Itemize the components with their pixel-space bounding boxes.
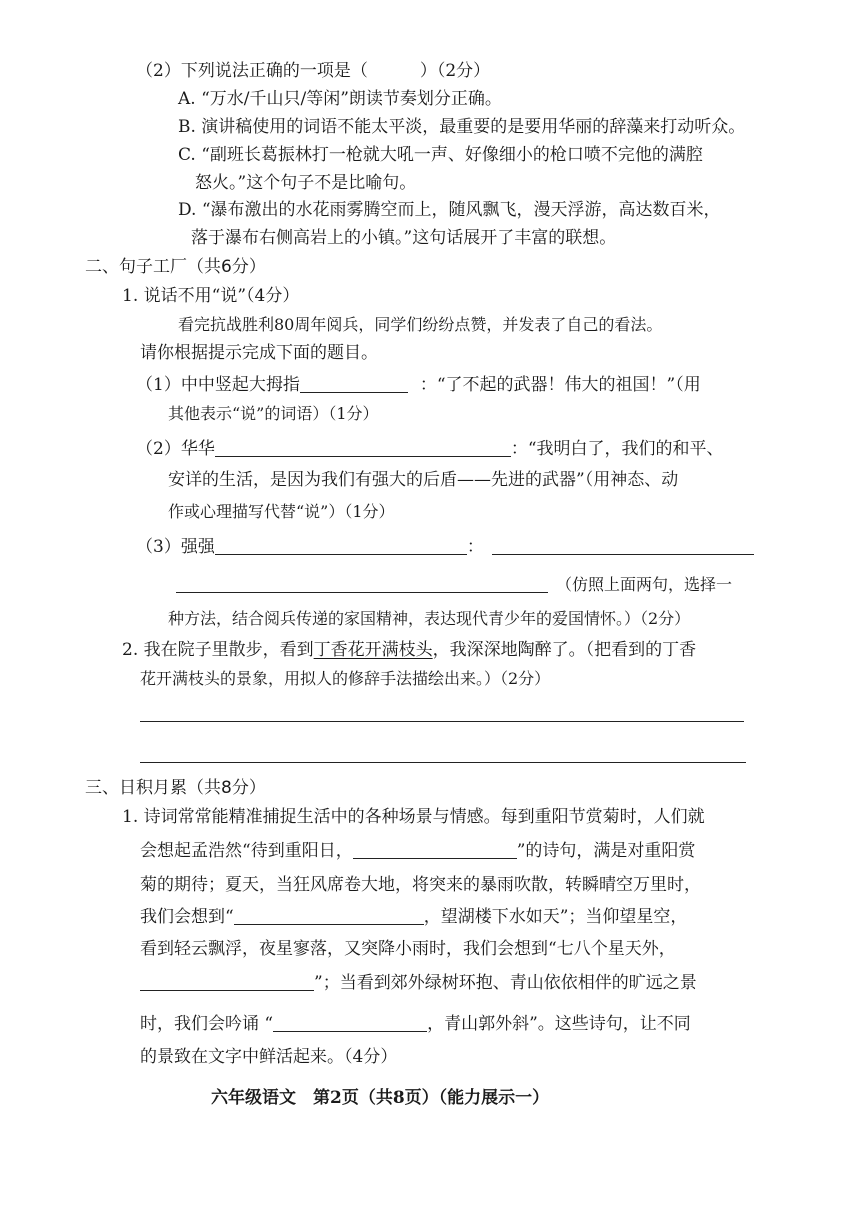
- section2-title: 二、句子工厂（共6分）: [85, 257, 266, 277]
- sub-q3-answer-blank-3[interactable]: [176, 575, 548, 593]
- poem-blank-3[interactable]: [140, 973, 314, 991]
- option-c-line1: C. “副班长葛振林打一枪就大吼一声、好像细小的枪口喷不完他的满腔: [178, 145, 703, 165]
- sub-q1-hint: 其他表示“说”的词语）（1分）: [168, 404, 379, 423]
- sub-q2-line2: 安详的生活，是因为我们有强大的后盾——先进的武器”（用神态、动: [168, 470, 679, 490]
- section3-line8: 的景致在文字中鲜活起来。（4分）: [140, 1047, 398, 1067]
- option-a: A. “万水/千山只/等闲”朗读节奏划分正确。: [178, 89, 502, 109]
- sub-q3-answer-blank-1[interactable]: [215, 537, 467, 555]
- sub-q1-answer-blank[interactable]: [300, 375, 408, 393]
- section2-intro-line1: 看完抗战胜利80周年阅兵，同学们纷纷点赞，并发表了自己的看法。: [178, 315, 663, 334]
- poem-prompt-4: 时，我们会吟诵 “: [140, 1014, 274, 1034]
- section3-line4: [140, 906, 687, 928]
- section3-line6: [140, 972, 697, 994]
- section3-line2: [140, 840, 695, 862]
- section3-line1: 1. 诗词常常能精准捕捉生活中的各种场景与情感。每到重阳节赏菊时，人们就: [122, 807, 705, 827]
- sub-q3-hint-line2: 种方法，结合阅兵传递的家国精神，表达现代青少年的爱国情怀。）（2分）: [168, 609, 691, 628]
- q2-text-a: 2. 我在院子里散步，看到: [122, 640, 314, 660]
- q2-text-b: ，我深深地陶醉了。（把看到的丁香: [432, 640, 697, 660]
- poem-prompt-1: 会想起孟浩然“待到重阳日，: [140, 841, 353, 861]
- sub-q2-prompt: （2）华华: [136, 439, 215, 459]
- sub-q2-line1: [136, 438, 724, 460]
- sub-q3-prompt: （3）强强: [136, 537, 215, 557]
- sub-q3-line2: [176, 574, 732, 596]
- answer-line-2[interactable]: [140, 762, 746, 763]
- poem-blank-2[interactable]: [234, 907, 424, 925]
- section3-line7: [140, 1013, 691, 1035]
- section2-q2-line1: [122, 639, 696, 661]
- poem-prompt-3-tail: ”；当看到郊外绿树环抱、青山依依相伴的旷远之景: [314, 973, 697, 993]
- q2-stem-text: （2）下列说法正确的一项是（: [136, 61, 368, 81]
- poem-blank-1[interactable]: [353, 841, 517, 859]
- section3-line3: 菊的期待；夏天，当狂风席卷大地，将突来的暴雨吹散，转瞬晴空万里时，: [140, 875, 701, 895]
- sub-q3-colon: ：: [466, 537, 484, 557]
- sub-q2-quote: ：“我明白了，我们的和平、: [510, 439, 724, 459]
- poem-prompt-2: 我们会想到“: [140, 907, 234, 927]
- answer-line-1[interactable]: [140, 721, 744, 722]
- q2-stem-score: ）（2分）: [419, 61, 491, 81]
- sub-q1-quote: ：“了不起的武器！伟大的祖国！”（用: [419, 375, 701, 395]
- section3-line5: 看到轻云飘浮，夜星寥落，又突降小雨时，我们会想到“七八个星天外，: [140, 939, 676, 959]
- sub-q3-answer-blank-2[interactable]: [492, 537, 754, 555]
- option-d-line2: 落于瀑布右侧高岩上的小镇。”这句话展开了丰富的联想。: [191, 228, 617, 248]
- poem-prompt-1-tail: ”的诗句，满是对重阳赏: [516, 841, 696, 861]
- option-b: B. 演讲稿使用的词语不能太平淡，最重要的是要用华丽的辞藻来打动听众。: [178, 117, 746, 137]
- poem-blank-4[interactable]: [273, 1014, 427, 1032]
- q2-underlined-phrase: 丁香花开满枝头: [313, 640, 433, 660]
- q2-stem: [136, 60, 490, 82]
- sub-q3-line1: [136, 536, 754, 558]
- option-c-line2: 怒火。”这个句子不是比喻句。: [195, 173, 417, 193]
- section2-q2-line2: 花开满枝头的景象，用拟人的修辞手法描绘出来。）（2分）: [140, 669, 551, 688]
- sub-q3-hint: （仿照上面两句，选择一: [556, 575, 733, 594]
- poem-prompt-2-tail: ，望湖楼下水如天”；当仰望星空，: [423, 907, 688, 927]
- sub-q2-answer-blank[interactable]: [215, 439, 511, 457]
- page-footer: 六年级语文 第2页（共8页）（能力展示一）: [211, 1088, 550, 1108]
- section3-title: 三、日积月累（共8分）: [85, 778, 266, 798]
- section2-intro-line2: 请你根据提示完成下面的题目。: [140, 343, 378, 363]
- section2-q1-title: 1. 说话不用“说”（4分）: [122, 286, 300, 306]
- option-d-line1: D. “瀑布激出的水花雨雾腾空而上，随风飘飞，漫天浮游，高达数百米，: [178, 200, 721, 220]
- sub-q2-hint: 作或心理描写代替“说”）（1分）: [168, 502, 395, 521]
- sub-q1-line1: [136, 374, 701, 396]
- sub-q1-prompt: （1）中中竖起大拇指: [136, 375, 300, 395]
- poem-prompt-4-tail: ，青山郭外斜”。这些诗句，让不同: [427, 1014, 691, 1034]
